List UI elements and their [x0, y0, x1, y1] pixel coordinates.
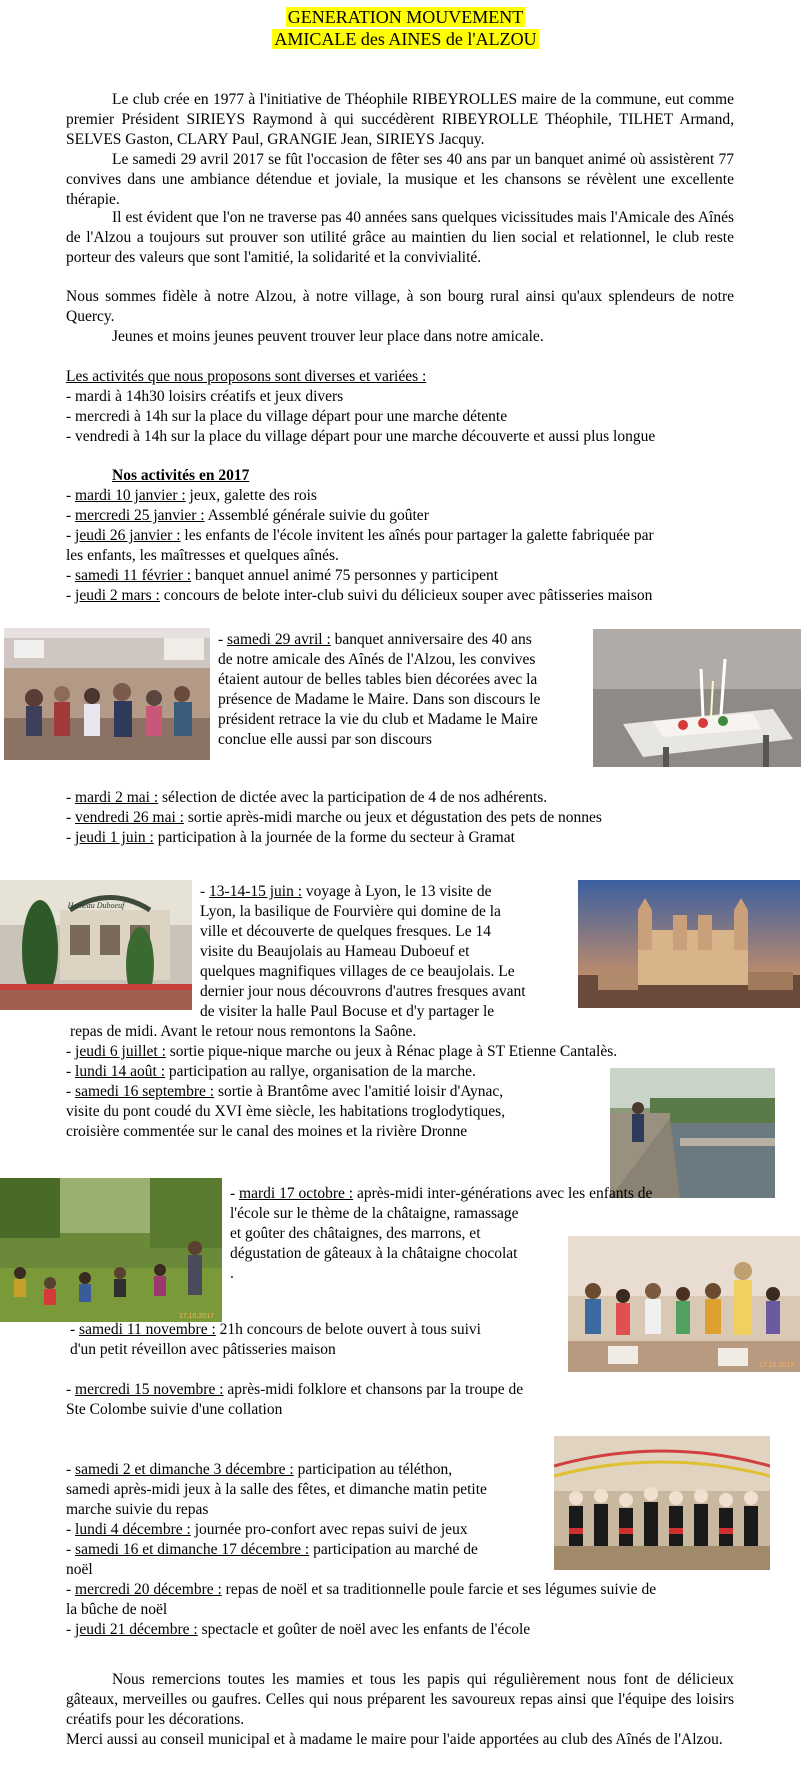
event-text: voyage à Lyon, le 13 visite de	[302, 883, 492, 900]
event-text-continued: .	[230, 1265, 234, 1282]
banquet-hall-photo	[4, 628, 210, 760]
event-text-continued: croisière commentée sur le canal des moines et la rivière Dronne	[66, 1123, 468, 1140]
event-dec-20: - mercredi 20 décembre : repas de noël et sa traditionnelle poule farcie et ses légumes suivie de	[66, 1581, 657, 1598]
event-text-continued: président retrace la vie du club et Madame le Maire	[218, 711, 538, 728]
event-jun-13-15: - 13-14-15 juin : voyage à Lyon, le 13 visite de	[200, 883, 492, 900]
event-date: vendredi 26 mai :	[75, 809, 184, 826]
event-aug-14: - lundi 14 août : participation au rallye, organisation de la marche.	[66, 1063, 476, 1080]
event-date: mardi 2 mai :	[75, 789, 159, 806]
event-text-continued: dégustation de gâteaux à la châtaigne chocolat	[230, 1245, 518, 1262]
event-text: spectacle et goûter de noël avec les enfants de l'école	[197, 1621, 531, 1638]
event-text: après-midi folklore et chansons par la troupe de	[223, 1381, 524, 1398]
event-text-continued: visite du Beaujolais au Hameau Duboeuf et	[200, 943, 470, 960]
page-title	[0, 6, 811, 50]
event-text-continued: dernier jour nous découvrons d'autres fresques avant	[200, 983, 526, 1000]
event-date: samedi 2 et dimanche 3 décembre :	[75, 1461, 294, 1478]
event-sep-16: - samedi 16 septembre : sortie à Brantôme avec l'amitié loisir d'Aynac,	[66, 1083, 504, 1100]
activity-item: - mardi à 14h30 loisirs créatifs et jeux divers	[66, 388, 344, 405]
event-date: jeudi 2 mars :	[75, 587, 160, 604]
event-text-continued: marche suivie du repas	[66, 1501, 209, 1518]
intro-paragraph-3: Il est évident que l'on ne traverse pas 40 années sans quelques vicissitudes mais l'Amicale des Aînés de l'Alzou a toujours sut prouver son utilité grâce au maintien du lien social et relationnel, le club reste porteur des valeurs que sont l'amitié, la solidarité et la convivialité.	[66, 209, 734, 266]
activity-item: - mercredi à 14h sur la place du village départ pour une marche détente	[66, 408, 508, 425]
event-mar-2: - jeudi 2 mars : concours de belote inter-club suivi du délicieux souper avec pâtisseries maison	[66, 587, 653, 604]
event-jan-25: - mercredi 25 janvier : Assemblé générale suivie du goûter	[66, 507, 429, 524]
activities-heading: Les activités que nous proposons sont diverses et variées :	[66, 368, 427, 385]
event-date: samedi 11 février :	[75, 567, 192, 584]
activity-item: - vendredi à 14h sur la place du village départ pour une marche découverte et aussi plus longue	[66, 428, 656, 445]
event-feb-11: - samedi 11 février : banquet annuel animé 75 personnes y participent	[66, 567, 498, 584]
event-nov-15: - mercredi 15 novembre : après-midi folklore et chansons par la troupe de	[66, 1381, 524, 1398]
event-dec-4: - lundi 4 décembre : journée pro-confort avec repas suivi de jeux	[66, 1521, 468, 1538]
title-line-2: AMICALE des AINES de l'ALZOU	[274, 29, 537, 49]
event-jun-1: - jeudi 1 juin : participation à la journée de la forme du secteur à Gramat	[66, 829, 515, 846]
event-nov-11: - samedi 11 novembre : 21h concours de belote ouvert à tous suivi	[70, 1321, 481, 1338]
event-text-continued: ville et découverte de quelques fresques. Le 14	[200, 923, 491, 940]
school-children-photo	[568, 1236, 800, 1372]
event-date: samedi 16 et dimanche 17 décembre :	[75, 1541, 310, 1558]
chestnut-gathering-photo	[0, 1178, 222, 1322]
event-jan-10: - mardi 10 janvier : jeux, galette des rois	[66, 487, 317, 504]
intro-paragraph-4: Nous sommes fidèle à notre Alzou, à notre village, à son bourg rural ainsi qu'aux splendeurs de notre Quercy.	[66, 288, 734, 325]
brantome-river-photo	[610, 1068, 775, 1198]
events-heading: Nos activités en 2017	[112, 467, 250, 484]
event-text-continued: noël	[66, 1561, 93, 1578]
event-date: jeudi 6 juillet :	[75, 1043, 166, 1060]
event-text: sortie à Brantôme avec l'amitié loisir d'Aynac,	[214, 1083, 504, 1100]
intro-paragraph-1: Le club crée en 1977 à l'initiative de Théophile RIBEYROLLES maire de la commune, eut comme premier Président SIRIEYS Raymond à qui succédèrent RIBEYROLLE Théophile, TILHET Armand, SELVES Gaston, CLARY Paul, GRANGIE Jean, SIRIEYS Jacquy.	[66, 91, 734, 148]
event-date: samedi 16 septembre :	[75, 1083, 215, 1100]
event-text: sélection de dictée avec la participation de 4 de nos adhérents.	[158, 789, 548, 806]
event-text-continued: conclue elle aussi par son discours	[218, 731, 432, 748]
event-text-continued: quelques magnifiques villages de ce beaujolais. Le	[200, 963, 515, 980]
event-text: 21h concours de belote ouvert à tous suivi	[215, 1321, 481, 1338]
event-text-continued: repas de midi. Avant le retour nous remontons la Saône.	[70, 1023, 417, 1040]
event-text-continued: d'un petit réveillon avec pâtisseries maison	[70, 1341, 336, 1358]
event-text: les enfants de l'école invitent les aînés pour partager la galette fabriquée par	[180, 527, 654, 544]
event-date: lundi 4 décembre :	[75, 1521, 191, 1538]
event-date: mercredi 25 janvier :	[75, 507, 205, 524]
event-text-continued: les enfants, les maîtresses et quelques aînés.	[66, 547, 339, 564]
event-oct-17: - mardi 17 octobre : après-midi inter-générations avec les enfants de	[230, 1185, 653, 1202]
event-jan-26: - jeudi 26 janvier : les enfants de l'école invitent les aînés pour partager la galette fabriquée par	[66, 527, 654, 544]
event-text: participation à la journée de la forme du secteur à Gramat	[153, 829, 515, 846]
event-jul-6: - jeudi 6 juillet : sortie pique-nique marche ou jeux à Rénac plage à ST Etienne Cantalès.	[66, 1043, 618, 1060]
event-text-continued: et goûter des châtaignes, des marrons, et	[230, 1225, 481, 1242]
event-text-continued: de notre amicale des Aînés de l'Alzou, les convives	[218, 651, 536, 668]
event-text: Assemblé générale suivie du goûter	[204, 507, 429, 524]
hameau-sign-text: Hameau Duboeuf	[67, 901, 125, 910]
event-text-continued: samedi après-midi jeux à la salle des fêtes, et dimanche matin petite	[66, 1481, 487, 1498]
anniversary-cake-photo	[593, 629, 801, 767]
event-date: samedi 11 novembre :	[79, 1321, 216, 1338]
fourviere-basilica-photo	[578, 880, 800, 1008]
event-text: participation au marché de	[309, 1541, 478, 1558]
event-date: jeudi 21 décembre :	[75, 1621, 198, 1638]
event-text: sortie après-midi marche ou jeux et dégustation des pets de nonnes	[183, 809, 602, 826]
event-text-continued: l'école sur le thème de la châtaigne, ramassage	[230, 1205, 519, 1222]
photo-date-stamp: 17 10 2017	[758, 1362, 794, 1369]
closing-paragraph-1: Nous remercions toutes les mamies et tous les papis qui régulièrement nous font de délicieux gâteaux, merveilles ou gaufres. Celles qui nous préparent les savoureux repas ainsi que l'équipe des loisirs créatifs pour les décorations.	[66, 1671, 734, 1728]
event-text: après-midi inter-générations avec les enfants de	[353, 1185, 653, 1202]
event-dec-2-3: - samedi 2 et dimanche 3 décembre : participation au téléthon,	[66, 1461, 453, 1478]
event-date: jeudi 1 juin :	[75, 829, 154, 846]
event-text-continued: de visiter la halle Paul Bocuse et d'y partager le	[200, 1003, 495, 1020]
event-text: participation au téléthon,	[293, 1461, 453, 1478]
event-text: banquet annuel animé 75 personnes y participent	[191, 567, 498, 584]
event-may-2: - mardi 2 mai : sélection de dictée avec la participation de 4 de nos adhérents.	[66, 789, 548, 806]
hameau-duboeuf-photo	[0, 880, 192, 1010]
event-date: jeudi 26 janvier :	[75, 527, 181, 544]
event-date: mercredi 20 décembre :	[75, 1581, 222, 1598]
event-may-26: - vendredi 26 mai : sortie après-midi marche ou jeux et dégustation des pets de nonnes	[66, 809, 602, 826]
event-text-continued: étaient autour de belles tables bien décorées avec la	[218, 671, 538, 688]
event-text: banquet anniversaire des 40 ans	[330, 631, 532, 648]
event-text-continued: Lyon, la basilique de Fourvière qui domine de la	[200, 903, 501, 920]
closing-paragraph-2: Merci aussi au conseil municipal et à madame le maire pour l'aide apportées au club des Aînés de l'Alzou.	[66, 1731, 723, 1748]
event-text: jeux, galette des rois	[185, 487, 317, 504]
event-text-continued: la bûche de noël	[66, 1601, 168, 1618]
intro-paragraph-2: Le samedi 29 avril 2017 se fût l'occasion de fêter ses 40 ans par un banquet animé où assistèrent 77 convives dans une ambiance détendue et joviale, la musique et les chansons se révèlent une excellente thérapie.	[66, 151, 734, 208]
title-line-1: GENERATION MOUVEMENT	[287, 7, 524, 27]
event-date: 13-14-15 juin :	[209, 883, 303, 900]
event-text: concours de belote inter-club suivi du délicieux souper avec pâtisseries maison	[159, 587, 653, 604]
event-date: mardi 10 janvier :	[75, 487, 186, 504]
event-text: repas de noël et sa traditionnelle poule farcie et ses légumes suivie de	[221, 1581, 657, 1598]
event-dec-21: - jeudi 21 décembre : spectacle et goûter de noël avec les enfants de l'école	[66, 1621, 531, 1638]
event-date: mardi 17 octobre :	[239, 1185, 354, 1202]
intro-paragraph-5: Jeunes et moins jeunes peuvent trouver leur place dans notre amicale.	[112, 328, 544, 345]
event-dec-16-17: - samedi 16 et dimanche 17 décembre : participation au marché de	[66, 1541, 478, 1558]
event-text-continued: présence de Madame le Maire. Dans son discours le	[218, 691, 541, 708]
event-text: sortie pique-nique marche ou jeux à Rénac plage à ST Etienne Cantalès.	[165, 1043, 618, 1060]
event-text-continued: Ste Colombe suivie d'une collation	[66, 1401, 283, 1418]
event-date: lundi 14 août :	[75, 1063, 166, 1080]
event-text-continued: visite du pont coudé du XVI ème siècle, les habitations troglodytiques,	[66, 1103, 506, 1120]
event-text: journée pro-confort avec repas suivi de jeux	[190, 1521, 468, 1538]
photo-date-stamp: 17.10.2017	[178, 1313, 214, 1320]
event-date: mercredi 15 novembre :	[75, 1381, 224, 1398]
event-text: participation au rallye, organisation de la marche.	[165, 1063, 476, 1080]
event-date: samedi 29 avril :	[227, 631, 331, 648]
event-apr-29: - samedi 29 avril : banquet anniversaire des 40 ans	[218, 631, 532, 648]
